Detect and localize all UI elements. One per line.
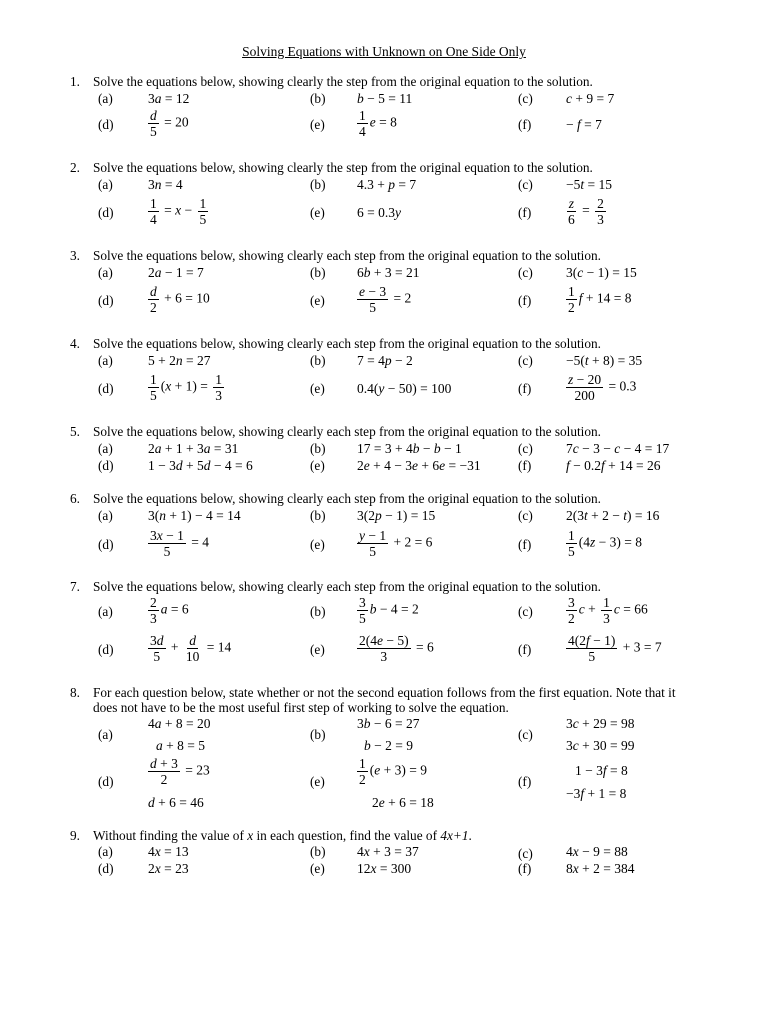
q7a-label: (a) — [98, 604, 113, 619]
q5e-equation: 2e + 4 − 3e + 6e = −31 — [357, 458, 481, 473]
q8-text-line2: does not have to be the most useful first step of working to solve the equation. — [93, 700, 509, 715]
q7d-label: (d) — [98, 642, 114, 657]
q2f-equation: $\frac{z}{6}$ = $\frac{2}{3}$ — [568, 196, 604, 227]
q1-number: 1. — [70, 74, 80, 89]
q8b-eq1: 3b − 6 = 27 — [357, 716, 420, 731]
q7b-equation: $\frac{3}{5}$ b − 4 = 2 — [359, 595, 419, 626]
q8-text: For each question below, state whether or not the second equation follows from the first equation. Note that it — [93, 685, 676, 700]
q3d-equation: $\frac{d}{2}$ + 6 = 10 — [150, 284, 210, 315]
q2b-equation: 4.3 + p = 7 — [357, 177, 417, 192]
q2d-equation: $\frac{1}{4}$ = x − $\frac{1}{5}$ — [150, 196, 207, 227]
q7f-equation: $\frac{4(2f - 1)}{5}$ + 3 = 7 — [568, 633, 662, 664]
q4b-equation: 7 = 4p − 2 — [357, 353, 413, 368]
q7-number: 7. — [70, 579, 80, 594]
q4-text: Solve the equations below, showing clearly each step from the original equation to the solution. — [93, 336, 601, 351]
q9f-label: (f) — [518, 861, 532, 876]
q6a-label: (a) — [98, 508, 113, 523]
page-title: Solving Equations with Unknown on One Side Only — [242, 44, 526, 59]
q5f-equation: f − 0.2f + 14 = 26 — [566, 458, 661, 473]
q5c-equation: 7c − 3 − c − 4 = 17 — [566, 441, 670, 456]
q8e-eq1: $\frac{1}{2}$ (e + 3) = 9 — [359, 756, 427, 787]
q3b-equation: 6b + 3 = 21 — [357, 265, 420, 280]
q9c-equation: 4x − 9 = 88 — [566, 844, 628, 859]
q2a-label: (a) — [98, 177, 113, 192]
q5e-label: (e) — [310, 458, 325, 473]
q7-text: Solve the equations below, showing clearly each step from the original equation to the solution. — [93, 579, 601, 594]
q1f-equation: − f = 7 — [566, 117, 602, 132]
q3c-label: (c) — [518, 265, 533, 280]
q3e-equation: $\frac{e - 3}{5}$ = 2 — [359, 284, 412, 315]
q4-number: 4. — [70, 336, 80, 351]
q3a-equation: 2a − 1 = 7 — [148, 265, 204, 280]
q5a-equation: 2a + 1 + 3a = 31 — [148, 441, 239, 456]
q9-text-start: Without finding the value of — [93, 828, 244, 843]
q1d-label: (d) — [98, 117, 114, 132]
q6f-label: (f) — [518, 537, 532, 552]
q8a-eq2: a + 8 = 5 — [156, 738, 205, 753]
q3f-label: (f) — [518, 293, 532, 308]
q1f-label: (f) — [518, 117, 532, 132]
q1b-label: (b) — [310, 91, 326, 106]
q2b-label: (b) — [310, 177, 326, 192]
q2-number: 2. — [70, 160, 80, 175]
q2c-equation: −5t = 15 — [566, 177, 613, 192]
q8e-label: (e) — [310, 774, 325, 789]
q1e-equation: $\frac{1}{4}$ e = 8 — [359, 108, 397, 139]
q8c-eq2: 3c + 30 = 99 — [566, 738, 635, 753]
q5d-label: (d) — [98, 458, 114, 473]
q4a-label: (a) — [98, 353, 113, 368]
q3f-equation: $\frac{1}{2}$ f + 14 = 8 — [568, 284, 632, 315]
q1d-equation: $\frac{d}{5}$ = 20 — [150, 108, 189, 139]
q9b-label: (b) — [310, 844, 326, 859]
q1-text: Solve the equations below, showing clearly the step from the original equation to the solution. — [93, 74, 593, 89]
q7c-equation: $\frac{3}{2}$ c + $\frac{1}{3}$ c = 66 — [568, 595, 648, 626]
q7d-equation: $\frac{3d}{5}$ + $\frac{d}{10}$ = 14 — [150, 633, 232, 664]
q3-number: 3. — [70, 248, 80, 263]
q4a-equation: 5 + 2n = 27 — [148, 353, 211, 368]
q8f-eq2: −3f + 1 = 8 — [566, 786, 627, 801]
q9f-equation: 8x + 2 = 384 — [566, 861, 635, 876]
q6a-equation: 3(n + 1) − 4 = 14 — [148, 508, 241, 523]
q8a-eq1: 4a + 8 = 20 — [148, 716, 211, 731]
q8b-label: (b) — [310, 727, 326, 742]
q6-number: 6. — [70, 491, 80, 506]
q3-text: Solve the equations below, showing clearly each step from the original equation to the solution. — [93, 248, 601, 263]
q6c-equation: 2(3t + 2 − t) = 16 — [566, 508, 660, 523]
q4b-label: (b) — [310, 353, 326, 368]
q8c-label: (c) — [518, 727, 533, 742]
q9e-label: (e) — [310, 861, 325, 876]
q8e-eq2: 2e + 6 = 18 — [372, 795, 434, 810]
q8b-eq2: b − 2 = 9 — [364, 738, 413, 753]
q3c-equation: 3(c − 1) = 15 — [566, 265, 637, 280]
q5a-label: (a) — [98, 441, 113, 456]
q9d-label: (d) — [98, 861, 114, 876]
q1a-equation: 3a = 12 — [148, 91, 190, 106]
q8-number: 8. — [70, 685, 80, 700]
q5d-equation: 1 − 3d + 5d − 4 = 6 — [148, 458, 253, 473]
q5-text: Solve the equations below, showing clearly each step from the original equation to the solution. — [93, 424, 601, 439]
q6b-label: (b) — [310, 508, 326, 523]
q9d-equation: 2x = 23 — [148, 861, 189, 876]
q4e-label: (e) — [310, 381, 325, 396]
q5c-label: (c) — [518, 441, 533, 456]
q2a-equation: 3n = 4 — [148, 177, 183, 192]
q6d-equation: $\frac{3x - 1}{5}$ = 4 — [150, 528, 209, 559]
q3e-label: (e) — [310, 293, 325, 308]
q8d-eq1: $\frac{d + 3}{2}$ = 23 — [150, 756, 210, 787]
q6-text: Solve the equations below, showing clearly each step from the original equation to the solution. — [93, 491, 601, 506]
q9a-label: (a) — [98, 844, 113, 859]
q2d-label: (d) — [98, 205, 114, 220]
q3a-label: (a) — [98, 265, 113, 280]
q9c-label: (c) — [518, 846, 533, 861]
q7e-equation: $\frac{2(4e - 5)}{3}$ = 6 — [359, 633, 434, 664]
q2f-label: (f) — [518, 205, 532, 220]
q2e-label: (e) — [310, 205, 325, 220]
q4f-equation: $\frac{z - 20}{200}$ = 0.3 — [568, 372, 637, 403]
q1b-equation: b − 5 = 11 — [357, 91, 413, 106]
q6f-equation: $\frac{1}{5}$ (4z − 3) = 8 — [568, 528, 642, 559]
q6e-label: (e) — [310, 537, 325, 552]
q4c-label: (c) — [518, 353, 533, 368]
q3b-label: (b) — [310, 265, 326, 280]
q9-expression: 4x+1 — [440, 828, 469, 843]
q6b-equation: 3(2p − 1) = 15 — [357, 508, 436, 523]
q5f-label: (f) — [518, 458, 532, 473]
q5b-equation: 17 = 3 + 4b − b − 1 — [357, 441, 462, 456]
q8f-label: (f) — [518, 774, 532, 789]
q9-number: 9. — [70, 828, 80, 843]
q8d-eq2: d + 6 = 46 — [148, 795, 204, 810]
q4c-equation: −5(t + 8) = 35 — [566, 353, 643, 368]
q7b-label: (b) — [310, 604, 326, 619]
q2-text: Solve the equations below, showing clearly the step from the original equation to the solution. — [93, 160, 593, 175]
q4f-label: (f) — [518, 381, 532, 396]
q8d-label: (d) — [98, 774, 114, 789]
q9b-equation: 4x + 3 = 37 — [357, 844, 419, 859]
q7e-label: (e) — [310, 642, 325, 657]
q2e-equation: 6 = 0.3y — [357, 205, 401, 220]
q9-variable: x — [247, 828, 254, 843]
q1e-label: (e) — [310, 117, 325, 132]
q9-text — [93, 828, 472, 844]
q7c-label: (c) — [518, 604, 533, 619]
q4e-equation: 0.4(y − 50) = 100 — [357, 381, 452, 396]
q9a-equation: 4x = 13 — [148, 844, 189, 859]
q1c-label: (c) — [518, 91, 533, 106]
q8a-label: (a) — [98, 727, 113, 742]
q9-text-end: . — [468, 828, 472, 843]
q5b-label: (b) — [310, 441, 326, 456]
q3d-label: (d) — [98, 293, 114, 308]
q1c-equation: c + 9 = 7 — [566, 91, 615, 106]
q9-text-mid: in each question, find the value of — [256, 828, 437, 843]
q4d-equation: $\frac{1}{5}$ (x + 1) = $\frac{1}{3}$ — [150, 372, 222, 403]
q7f-label: (f) — [518, 642, 532, 657]
q6d-label: (d) — [98, 537, 114, 552]
q7a-equation: $\frac{2}{3}$ a = 6 — [150, 595, 189, 626]
q4d-label: (d) — [98, 381, 114, 396]
q9e-equation: 12x = 300 — [357, 861, 412, 876]
q1a-label: (a) — [98, 91, 113, 106]
q5-number: 5. — [70, 424, 80, 439]
q2c-label: (c) — [518, 177, 533, 192]
q8f-eq1: 1 − 3f = 8 — [575, 763, 628, 778]
q8c-eq1: 3c + 29 = 98 — [566, 716, 635, 731]
q6e-equation: $\frac{y - 1}{5}$ + 2 = 6 — [359, 528, 433, 559]
q6c-label: (c) — [518, 508, 533, 523]
